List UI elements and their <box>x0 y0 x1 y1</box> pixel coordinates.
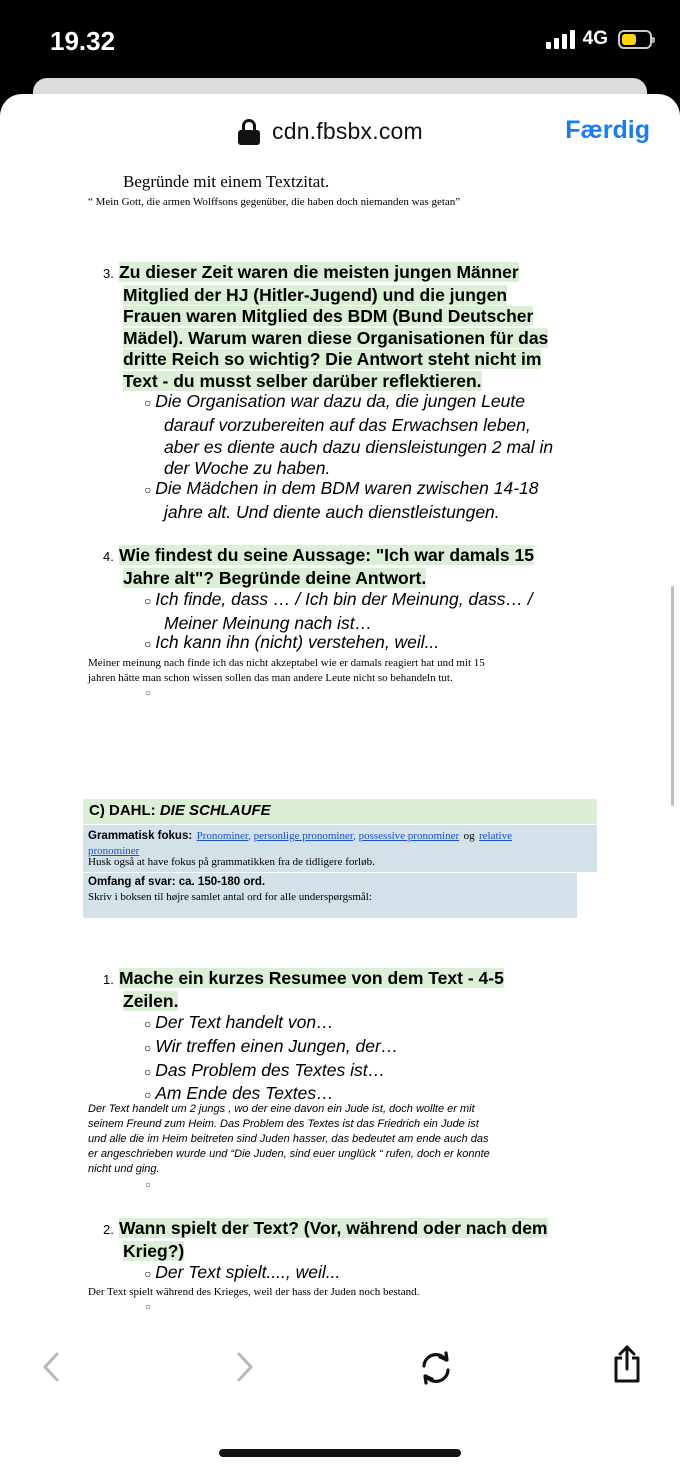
hint-line: Das Problem des Textes ist… <box>155 1059 386 1080</box>
answer-3-1 <box>144 391 553 480</box>
hint-4-1 <box>144 589 533 635</box>
answer-line: er angeschrieben wurde und “Die Juden, sind euer unglück “ rufen, doch er konnte <box>88 1148 490 1160</box>
question-line: Zu dieser Zeit waren die meisten jungen Männer <box>119 262 519 282</box>
hint-line: Wir treffen einen Jungen, der… <box>155 1035 399 1056</box>
status-right <box>546 28 652 50</box>
refresh-icon[interactable] <box>418 1350 454 1391</box>
grammar-link[interactable]: possessive pronominer <box>358 830 460 842</box>
question-number: 3. <box>103 266 114 281</box>
question-line: Krieg?) <box>123 1240 185 1261</box>
answer-line: und alle die im Heim beitreten sind Juden hasser, das bedeutet am ende auch das <box>88 1133 489 1145</box>
empty-bullet-icon: ○ <box>145 688 152 699</box>
answer-line: nicht und ging. <box>88 1163 160 1175</box>
question-3 <box>103 262 548 393</box>
scroll-indicator[interactable] <box>671 586 674 806</box>
share-icon[interactable] <box>612 1344 642 1389</box>
browser-toolbar <box>0 1324 680 1404</box>
empty-bullet-icon: ○ <box>145 1180 152 1191</box>
done-button[interactable]: Færdig <box>565 116 650 144</box>
question-line: Wie findest du seine Aussage: "Ich war damals 15 <box>119 545 534 565</box>
grammar-link[interactable]: Pronominer <box>196 830 249 842</box>
top-heading: Begründe mit einem Textzitat. <box>123 172 330 191</box>
status-bar <box>0 0 680 80</box>
hint-line: Ich finde, dass … / Ich bin der Meinung, dass… / <box>155 589 533 609</box>
section-c-italic: DIE SCHLAUFE <box>159 802 271 819</box>
section-c-title <box>89 802 271 819</box>
grammar-link[interactable]: relative <box>479 830 512 842</box>
answer-c1 <box>88 1102 490 1177</box>
grammar-box <box>83 825 597 872</box>
answer-line: Die Mädchen in dem BDM waren zwischen 14-18 <box>155 478 539 498</box>
hint-line: Am Ende des Textes… <box>155 1083 334 1104</box>
question-line: Frauen waren Mitglied des BDM (Bund Deutscher <box>123 306 534 327</box>
question-c2 <box>103 1218 548 1262</box>
bullet-icon: ○ <box>144 483 152 497</box>
question-number: 2. <box>103 1222 114 1237</box>
answer-line: aber es diente auch dazu diensleistungen 2 mal in <box>164 436 554 457</box>
question-line: Mache ein kurzes Resumee von dem Text - 4-5 <box>119 968 504 988</box>
grammar-line: Grammatisk fokus: Pronominer, personlige pronominer, possessive pronominer og relative pronominer <box>88 830 512 857</box>
hint-4-2 <box>144 632 439 656</box>
empty-bullet-icon: ○ <box>145 1302 152 1313</box>
hint-line: Der Text spielt...., weil... <box>155 1262 341 1282</box>
answer-line: Der Text handelt um 2 jungs , wo der eine davon ein Jude ist, doch wollte er mit <box>88 1103 475 1115</box>
answer-c2: Der Text spielt während des Krieges, weil der hass der Juden noch bestand. <box>88 1286 420 1298</box>
battery-icon <box>618 30 652 49</box>
question-line: Mitglied der HJ (Hitler-Jugend) und die jungen <box>123 284 508 305</box>
signal-icon <box>546 29 575 49</box>
home-indicator[interactable] <box>219 1449 461 1457</box>
question-line: dritte Reich so wichtig? Die Antwort steht nicht im <box>123 349 542 370</box>
scope-box <box>83 873 577 918</box>
grammar-link[interactable]: pronominer <box>88 845 140 857</box>
question-4 <box>103 545 534 589</box>
answer-3-2 <box>144 478 538 524</box>
forward-icon[interactable] <box>234 1352 256 1387</box>
browser-sheet <box>0 94 680 1472</box>
bullet-icon: ○ <box>144 637 152 651</box>
network-type: 4G <box>582 28 608 49</box>
back-icon[interactable] <box>40 1352 62 1387</box>
question-line: Wann spielt der Text? (Vor, während oder nach dem <box>119 1218 548 1238</box>
bullet-icon: ○ <box>144 594 152 608</box>
grammar-link[interactable]: personlige pronominer <box>253 830 354 842</box>
answer-line: darauf vorzubereiten auf das Erwachsen leben, <box>164 414 531 435</box>
status-time: 19.32 <box>50 26 116 56</box>
url-bar[interactable] <box>238 118 423 145</box>
question-c1 <box>103 968 504 1012</box>
bullet-icon: ○ <box>144 1017 152 1031</box>
answer-line: jahre alt. Und diente auch dienstleistungen. <box>164 501 500 522</box>
question-line: Zeilen. <box>123 990 179 1011</box>
question-number: 1. <box>103 972 114 987</box>
top-quote: “ Mein Gott, die armen Wolffsons gegenüber, die haben doch niemanden was getan” <box>88 196 461 208</box>
scope-label: Omfang af svar: ca. 150-180 ord. <box>88 876 266 888</box>
hint-line: Der Text handelt von… <box>155 1012 334 1032</box>
hint-c2 <box>144 1262 340 1286</box>
bullet-icon: ○ <box>144 1088 152 1103</box>
url-text: cdn.fbsbx.com <box>272 118 423 144</box>
scope-note: Skriv i boksen til højre samlet antal ord for alle underspørgsmål: <box>88 891 372 903</box>
answer-line: Meiner meinung nach finde ich das nicht akzeptabel wie er damals reagiert hat und mit 15 <box>88 657 485 669</box>
hint-line: Ich kann ihn (nicht) verstehen, weil... <box>155 632 440 652</box>
hint-c1 <box>144 1012 398 1107</box>
section-c-title-box <box>83 799 597 824</box>
hint-line: Meiner Meinung nach ist… <box>164 612 373 633</box>
grammar-label: Grammatisk fokus: <box>88 830 193 842</box>
answer-4 <box>88 656 485 686</box>
answer-line: jahren hätte man schon wissen sollen das man andere Leute nicht so behandeln tut. <box>88 672 453 684</box>
answer-line: seinem Freund zum Heim. Das Problem des Textes ist das Friedrich ein Jude ist <box>88 1118 479 1130</box>
answer-line: Die Organisation war dazu da, die jungen Leute <box>155 391 525 411</box>
browser-header <box>0 94 680 169</box>
answer-line: der Woche zu haben. <box>164 458 331 479</box>
grammar-og: og <box>463 830 475 842</box>
question-line: Jahre alt"? Begründe deine Antwort. <box>123 567 427 588</box>
question-line: Mädel). Warum waren diese Organisationen für das <box>123 327 549 348</box>
grammar-note: Husk også at have fokus på grammatikken fra de tidligere forløb. <box>88 856 375 868</box>
section-c-prefix: C) DAHL: <box>89 802 160 819</box>
bullet-icon: ○ <box>144 1267 152 1281</box>
question-line: Text - du musst selber darüber reflektieren. <box>123 370 482 391</box>
lock-icon <box>238 119 260 145</box>
bullet-icon: ○ <box>144 1040 152 1055</box>
bullet-icon: ○ <box>144 1064 152 1079</box>
question-number: 4. <box>103 549 114 564</box>
bullet-icon: ○ <box>144 396 152 410</box>
